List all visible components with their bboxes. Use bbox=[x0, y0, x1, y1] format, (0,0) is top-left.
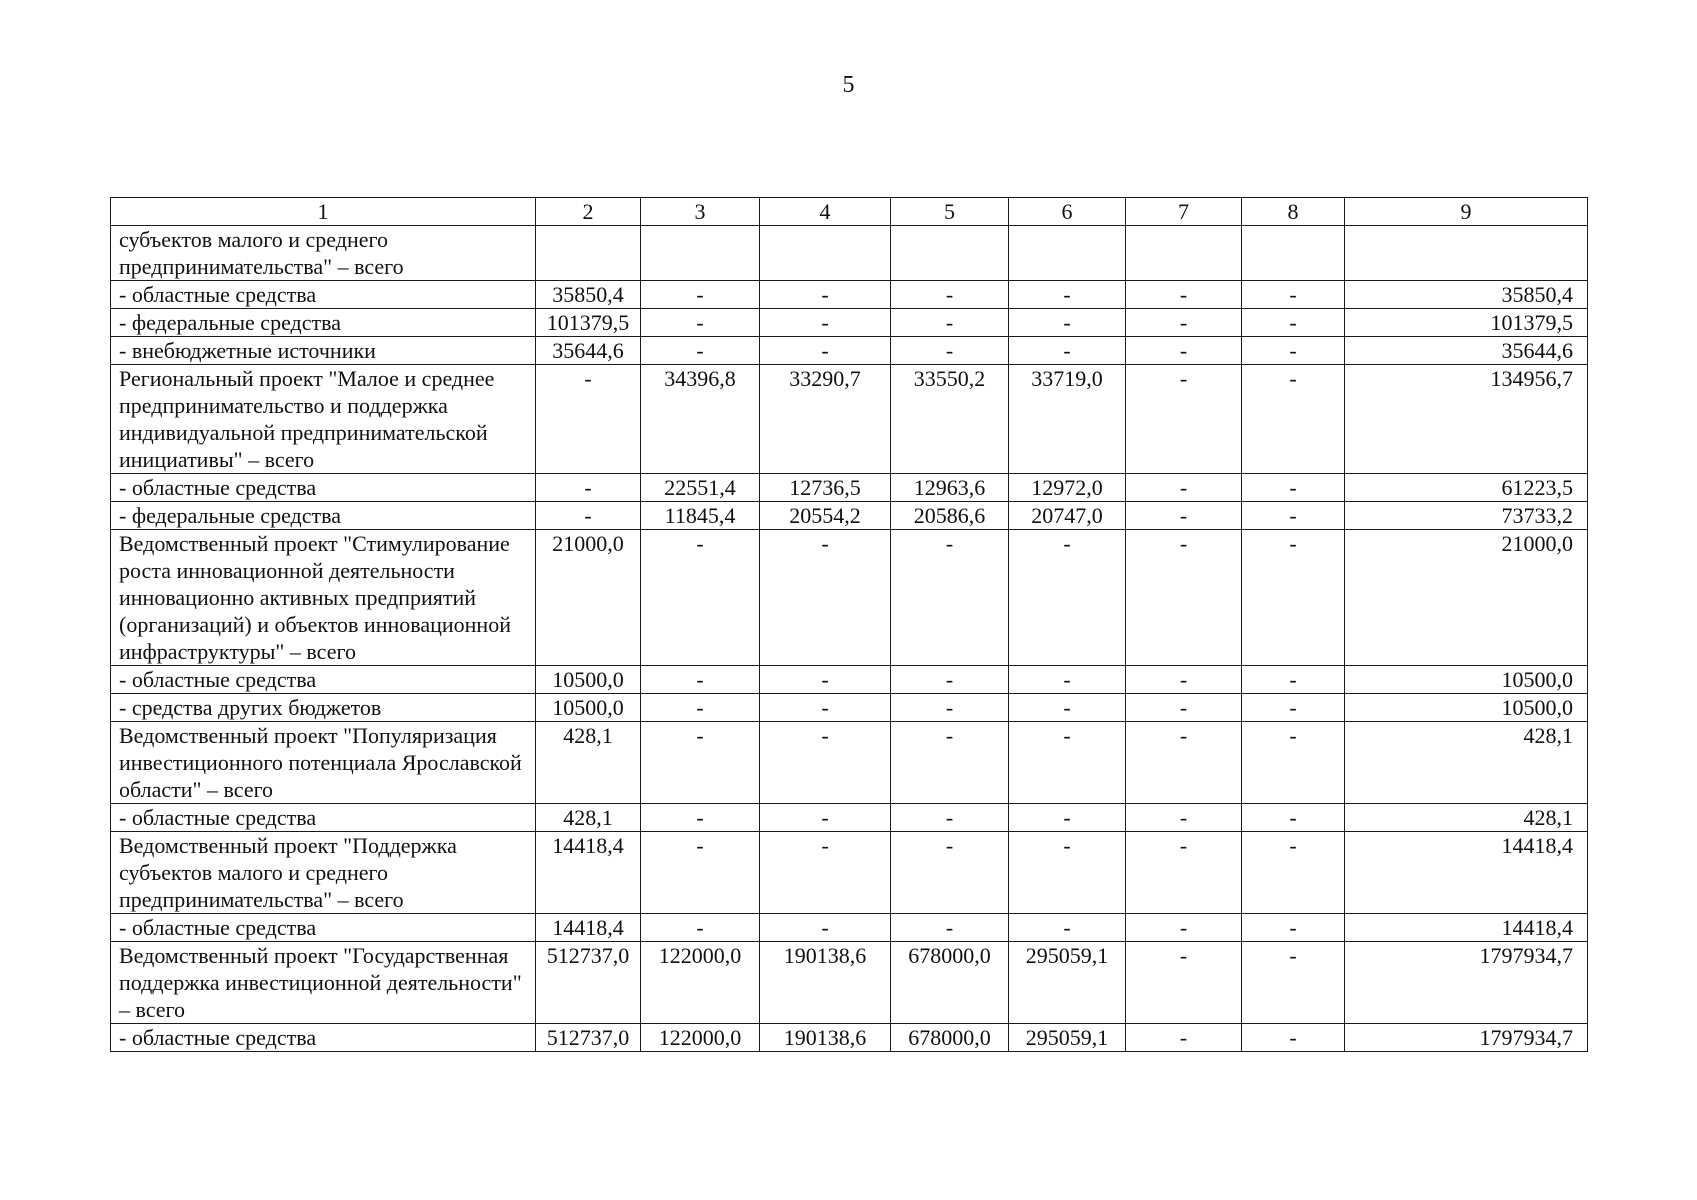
value-cell bbox=[1242, 226, 1345, 281]
value-cell: 14418,4 bbox=[536, 914, 641, 942]
value-cell bbox=[641, 226, 760, 281]
value-cell: - bbox=[891, 722, 1009, 804]
column-header: 4 bbox=[760, 198, 891, 226]
row-label-cell: Региональный проект "Малое и среднее предпринимательство и поддержка индивидуальной предпринимательской инициативы" – всего bbox=[111, 365, 536, 474]
column-header: 9 bbox=[1345, 198, 1588, 226]
value-cell: 35850,4 bbox=[536, 281, 641, 309]
value-cell: - bbox=[1126, 337, 1242, 365]
column-header: 8 bbox=[1242, 198, 1345, 226]
value-cell: - bbox=[1242, 804, 1345, 832]
value-cell: 428,1 bbox=[536, 804, 641, 832]
value-cell: - bbox=[641, 530, 760, 666]
row-label-cell: субъектов малого и среднего предпринимательства" – всего bbox=[111, 226, 536, 281]
value-cell: - bbox=[536, 502, 641, 530]
value-cell: - bbox=[1126, 694, 1242, 722]
value-cell: 678000,0 bbox=[891, 1024, 1009, 1052]
value-cell: - bbox=[760, 530, 891, 666]
row-label-cell: - областные средства bbox=[111, 666, 536, 694]
value-cell: - bbox=[641, 914, 760, 942]
value-cell: - bbox=[1242, 942, 1345, 1024]
table-row bbox=[111, 337, 1588, 365]
value-cell: 20586,6 bbox=[891, 502, 1009, 530]
value-cell: - bbox=[536, 365, 641, 474]
value-cell: - bbox=[1009, 694, 1126, 722]
value-cell: 14418,4 bbox=[536, 832, 641, 914]
value-cell: 295059,1 bbox=[1009, 1024, 1126, 1052]
value-cell: - bbox=[536, 474, 641, 502]
table-row bbox=[111, 666, 1588, 694]
value-cell: 14418,4 bbox=[1345, 832, 1588, 914]
value-cell: 33290,7 bbox=[760, 365, 891, 474]
value-cell: - bbox=[1242, 666, 1345, 694]
value-cell: - bbox=[1126, 530, 1242, 666]
value-cell: - bbox=[760, 722, 891, 804]
column-header: 5 bbox=[891, 198, 1009, 226]
value-cell bbox=[1009, 226, 1126, 281]
table-row bbox=[111, 309, 1588, 337]
value-cell: - bbox=[1126, 281, 1242, 309]
value-cell: - bbox=[1242, 914, 1345, 942]
value-cell: - bbox=[1009, 804, 1126, 832]
value-cell: 20747,0 bbox=[1009, 502, 1126, 530]
table-row bbox=[111, 804, 1588, 832]
value-cell: - bbox=[891, 694, 1009, 722]
value-cell bbox=[536, 226, 641, 281]
value-cell: 190138,6 bbox=[760, 942, 891, 1024]
row-label-cell: Ведомственный проект "Стимулирование роста инновационной деятельности инновационно активных предприятий (организаций) и объектов инновационной инфраструктуры" – всего bbox=[111, 530, 536, 666]
header-row bbox=[111, 198, 1588, 226]
value-cell bbox=[1126, 226, 1242, 281]
table-row bbox=[111, 474, 1588, 502]
row-label-cell: - областные средства bbox=[111, 1024, 536, 1052]
value-cell: 512737,0 bbox=[536, 1024, 641, 1052]
value-cell: - bbox=[1009, 832, 1126, 914]
table-body bbox=[111, 198, 1588, 1052]
value-cell: - bbox=[1126, 502, 1242, 530]
value-cell: - bbox=[1242, 530, 1345, 666]
row-label-cell: - федеральные средства bbox=[111, 309, 536, 337]
value-cell: - bbox=[760, 309, 891, 337]
value-cell: 10500,0 bbox=[536, 666, 641, 694]
value-cell: - bbox=[891, 281, 1009, 309]
value-cell: - bbox=[641, 722, 760, 804]
value-cell: 34396,8 bbox=[641, 365, 760, 474]
table-row bbox=[111, 942, 1588, 1024]
value-cell: - bbox=[1242, 1024, 1345, 1052]
table-row bbox=[111, 914, 1588, 942]
value-cell: 33550,2 bbox=[891, 365, 1009, 474]
value-cell: 21000,0 bbox=[1345, 530, 1588, 666]
column-header: 3 bbox=[641, 198, 760, 226]
table-row bbox=[111, 502, 1588, 530]
value-cell: 678000,0 bbox=[891, 942, 1009, 1024]
value-cell: - bbox=[891, 309, 1009, 337]
column-header: 2 bbox=[536, 198, 641, 226]
row-label-cell: - областные средства bbox=[111, 281, 536, 309]
value-cell: - bbox=[1242, 832, 1345, 914]
value-cell: 101379,5 bbox=[536, 309, 641, 337]
column-header: 1 bbox=[111, 198, 536, 226]
financing-table bbox=[110, 197, 1588, 1052]
row-label-cell: - внебюджетные источники bbox=[111, 337, 536, 365]
value-cell: 22551,4 bbox=[641, 474, 760, 502]
value-cell: - bbox=[1242, 722, 1345, 804]
value-cell: - bbox=[641, 694, 760, 722]
row-label-cell: - федеральные средства bbox=[111, 502, 536, 530]
value-cell: 1797934,7 bbox=[1345, 942, 1588, 1024]
value-cell: 20554,2 bbox=[760, 502, 891, 530]
value-cell: - bbox=[1126, 942, 1242, 1024]
row-label-cell: Ведомственный проект "Государственная поддержка инвестиционной деятельности" – всего bbox=[111, 942, 536, 1024]
value-cell: - bbox=[1126, 666, 1242, 694]
value-cell: - bbox=[1009, 914, 1126, 942]
value-cell: 33719,0 bbox=[1009, 365, 1126, 474]
value-cell: 428,1 bbox=[1345, 722, 1588, 804]
value-cell: - bbox=[760, 281, 891, 309]
table-row bbox=[111, 694, 1588, 722]
table-row bbox=[111, 1024, 1588, 1052]
value-cell: - bbox=[641, 804, 760, 832]
value-cell: - bbox=[891, 530, 1009, 666]
value-cell: 295059,1 bbox=[1009, 942, 1126, 1024]
row-label-cell: - областные средства bbox=[111, 474, 536, 502]
value-cell: 10500,0 bbox=[1345, 666, 1588, 694]
value-cell: - bbox=[760, 914, 891, 942]
value-cell: 428,1 bbox=[1345, 804, 1588, 832]
value-cell: 61223,5 bbox=[1345, 474, 1588, 502]
row-label-cell: Ведомственный проект "Популяризация инвестиционного потенциала Ярославской области" – всего bbox=[111, 722, 536, 804]
value-cell: - bbox=[1126, 365, 1242, 474]
value-cell: 21000,0 bbox=[536, 530, 641, 666]
value-cell: - bbox=[760, 804, 891, 832]
row-label-cell: - областные средства bbox=[111, 804, 536, 832]
value-cell: - bbox=[1126, 309, 1242, 337]
value-cell: - bbox=[760, 666, 891, 694]
value-cell: - bbox=[1242, 502, 1345, 530]
value-cell: - bbox=[891, 914, 1009, 942]
value-cell: - bbox=[641, 666, 760, 694]
value-cell: - bbox=[1242, 309, 1345, 337]
value-cell: - bbox=[891, 337, 1009, 365]
value-cell: 101379,5 bbox=[1345, 309, 1588, 337]
value-cell bbox=[760, 226, 891, 281]
value-cell: - bbox=[891, 832, 1009, 914]
table-row bbox=[111, 722, 1588, 804]
value-cell: 428,1 bbox=[536, 722, 641, 804]
value-cell: - bbox=[1126, 832, 1242, 914]
page-number: 5 bbox=[842, 72, 855, 98]
value-cell: - bbox=[891, 666, 1009, 694]
value-cell: - bbox=[1126, 1024, 1242, 1052]
value-cell: - bbox=[1009, 530, 1126, 666]
value-cell: 122000,0 bbox=[641, 1024, 760, 1052]
table-row bbox=[111, 530, 1588, 666]
value-cell: 11845,4 bbox=[641, 502, 760, 530]
value-cell: 10500,0 bbox=[1345, 694, 1588, 722]
value-cell: 14418,4 bbox=[1345, 914, 1588, 942]
value-cell: - bbox=[891, 804, 1009, 832]
value-cell: - bbox=[1126, 914, 1242, 942]
value-cell: - bbox=[1242, 337, 1345, 365]
column-header: 7 bbox=[1126, 198, 1242, 226]
table-row bbox=[111, 365, 1588, 474]
column-header: 6 bbox=[1009, 198, 1126, 226]
value-cell: - bbox=[641, 832, 760, 914]
value-cell: - bbox=[1242, 281, 1345, 309]
value-cell bbox=[891, 226, 1009, 281]
value-cell: 35850,4 bbox=[1345, 281, 1588, 309]
value-cell: - bbox=[641, 309, 760, 337]
value-cell: 12972,0 bbox=[1009, 474, 1126, 502]
value-cell: - bbox=[760, 694, 891, 722]
value-cell: - bbox=[1242, 694, 1345, 722]
value-cell: 190138,6 bbox=[760, 1024, 891, 1052]
value-cell: 10500,0 bbox=[536, 694, 641, 722]
value-cell: 12736,5 bbox=[760, 474, 891, 502]
value-cell: - bbox=[641, 281, 760, 309]
value-cell: 512737,0 bbox=[536, 942, 641, 1024]
table-row bbox=[111, 281, 1588, 309]
value-cell: - bbox=[1009, 337, 1126, 365]
value-cell: - bbox=[1009, 722, 1126, 804]
value-cell: - bbox=[1126, 804, 1242, 832]
value-cell: - bbox=[1126, 474, 1242, 502]
value-cell: - bbox=[760, 337, 891, 365]
value-cell: 12963,6 bbox=[891, 474, 1009, 502]
row-label-cell: - средства других бюджетов bbox=[111, 694, 536, 722]
value-cell: - bbox=[1126, 722, 1242, 804]
value-cell: 73733,2 bbox=[1345, 502, 1588, 530]
value-cell: 35644,6 bbox=[536, 337, 641, 365]
row-label-cell: - областные средства bbox=[111, 914, 536, 942]
value-cell: 134956,7 bbox=[1345, 365, 1588, 474]
value-cell: - bbox=[1009, 281, 1126, 309]
value-cell bbox=[1345, 226, 1588, 281]
value-cell: - bbox=[1242, 365, 1345, 474]
table-row bbox=[111, 226, 1588, 281]
value-cell: - bbox=[1009, 309, 1126, 337]
value-cell: - bbox=[760, 832, 891, 914]
table-row bbox=[111, 832, 1588, 914]
row-label-cell: Ведомственный проект "Поддержка субъектов малого и среднего предпринимательства" – всего bbox=[111, 832, 536, 914]
value-cell: 1797934,7 bbox=[1345, 1024, 1588, 1052]
value-cell: 122000,0 bbox=[641, 942, 760, 1024]
value-cell: - bbox=[641, 337, 760, 365]
value-cell: 35644,6 bbox=[1345, 337, 1588, 365]
value-cell: - bbox=[1009, 666, 1126, 694]
value-cell: - bbox=[1242, 474, 1345, 502]
